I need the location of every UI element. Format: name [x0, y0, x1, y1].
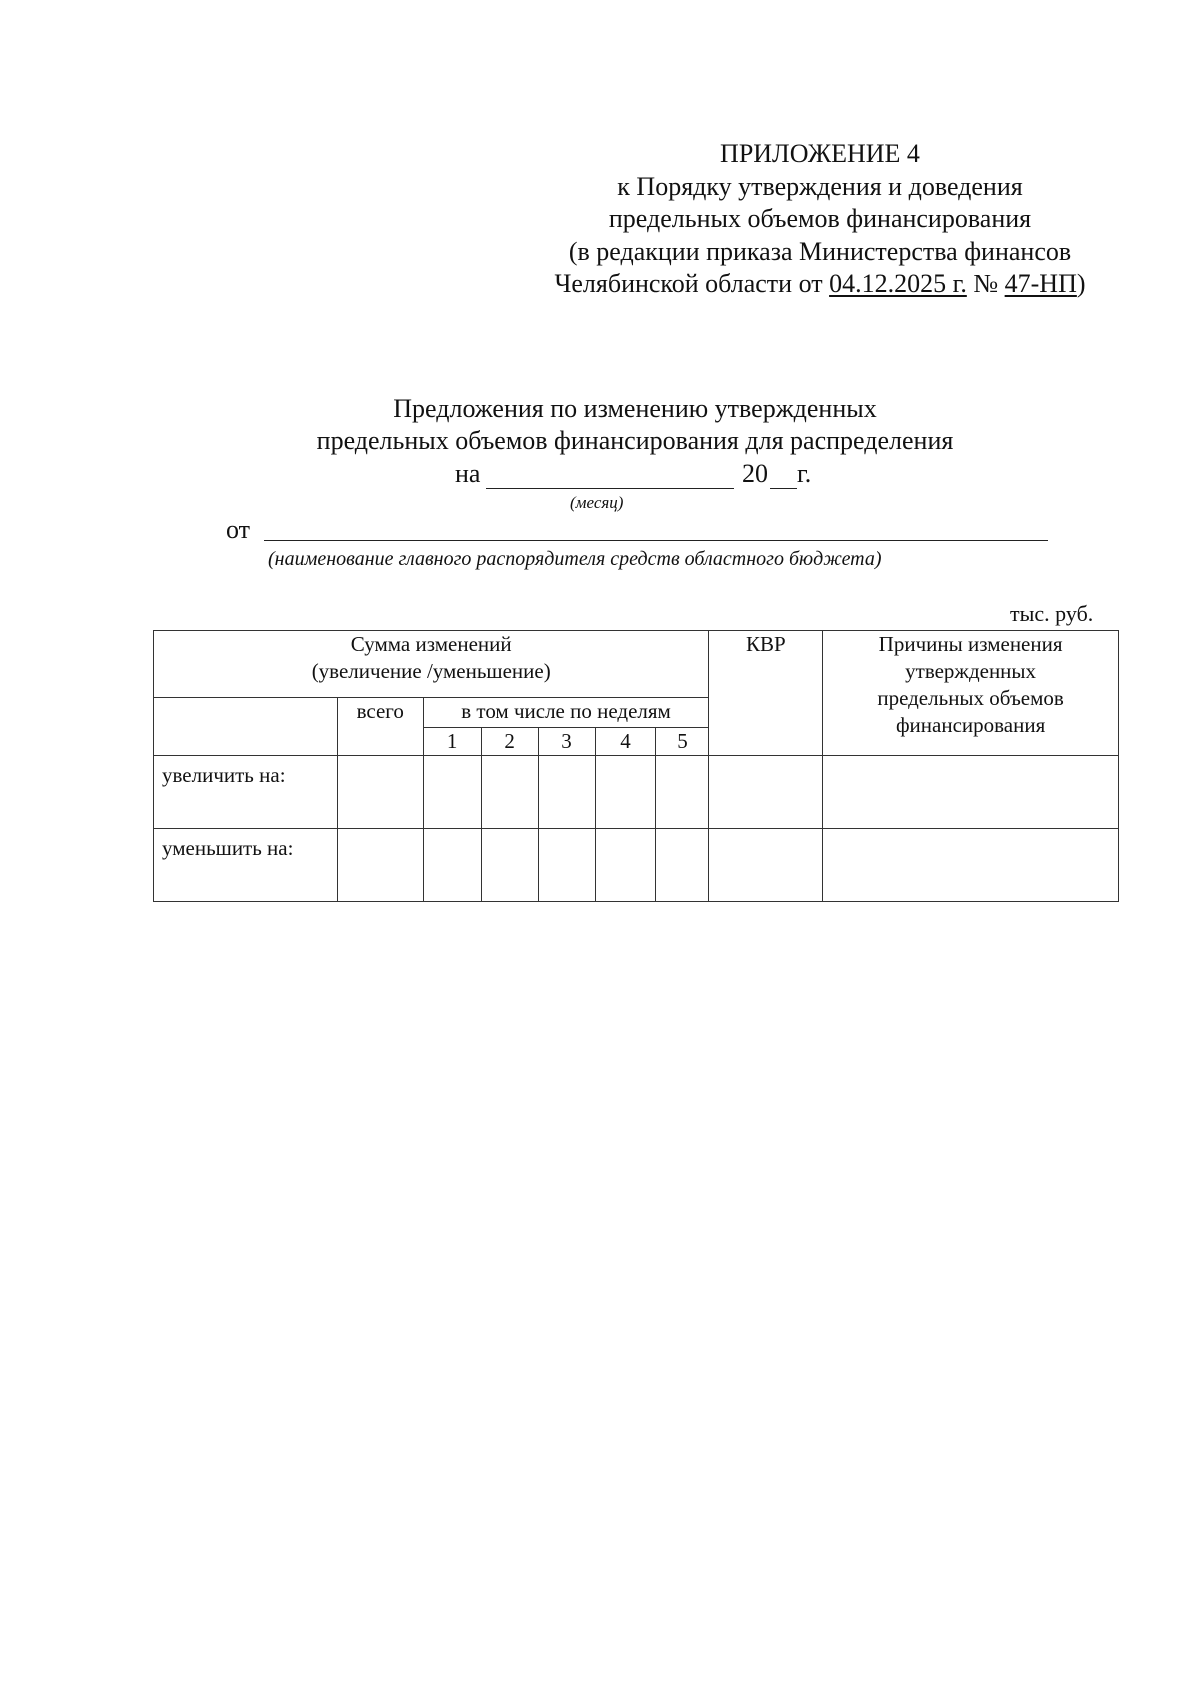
sum-changes-header-line-1: Сумма изменений [350, 632, 512, 656]
year-suffix: г. [797, 459, 812, 488]
unit-label: тыс. руб. [1010, 601, 1094, 626]
increase-week-1-cell[interactable] [423, 756, 481, 829]
empty-header-cell [154, 698, 338, 756]
appendix-line-5 [540, 268, 1100, 301]
decrease-week-2-cell[interactable] [481, 829, 538, 902]
decrease-reasons-cell[interactable] [823, 829, 1119, 902]
week-2-header: 2 [481, 728, 538, 756]
sum-changes-header [154, 631, 709, 698]
table-row [154, 756, 1119, 829]
row-label-increase: увеличить на: [154, 756, 338, 829]
increase-week-5-cell[interactable] [656, 756, 709, 829]
table-row [154, 829, 1119, 902]
year-prefix: 20 [742, 459, 768, 488]
reasons-header: Причины изменения утвержденных предельных объемов финансирования [823, 631, 1119, 756]
document-title-line-1: Предложения по изменению утвержденных [393, 394, 877, 423]
administrator-name-field[interactable] [264, 540, 1048, 541]
month-hint: (месяц) [570, 493, 624, 512]
weeks-header: в том числе по неделям [423, 698, 709, 728]
total-header: всего [337, 698, 423, 756]
document-title-line-2: предельных объемов финансирования для распределения [316, 426, 954, 455]
decrease-week-5-cell[interactable] [656, 829, 709, 902]
decrease-kvr-cell[interactable] [709, 829, 823, 902]
order-number: 47-НП [1004, 269, 1077, 298]
decrease-week-3-cell[interactable] [538, 829, 595, 902]
increase-week-2-cell[interactable] [481, 756, 538, 829]
administrator-hint: (наименование главного распорядителя средств областного бюджета) [268, 548, 882, 570]
week-4-header: 4 [595, 728, 656, 756]
sum-changes-header-line-2: (увеличение /уменьшение) [311, 659, 551, 683]
increase-week-4-cell[interactable] [595, 756, 656, 829]
week-1-header: 1 [423, 728, 481, 756]
appendix-line-3: предельных объемов финансирования [608, 204, 1032, 233]
header-row-1 [154, 631, 1119, 698]
week-5-header: 5 [656, 728, 709, 756]
appendix-line-2: к Порядку утверждения и доведения [617, 171, 1023, 201]
kvr-header: КВР [709, 631, 823, 756]
from-label: от [226, 515, 251, 544]
for-label: на [455, 459, 481, 488]
appendix-line-5-prefix: Челябинской области от [554, 269, 830, 298]
appendix-title: ПРИЛОЖЕНИЕ 4 [720, 139, 920, 168]
increase-reasons-cell[interactable] [823, 756, 1119, 829]
appendix-header [540, 138, 1100, 301]
document-title [250, 393, 1020, 457]
decrease-total-cell[interactable] [337, 829, 423, 902]
order-date: 04.12.2025 г. [829, 269, 967, 298]
week-3-header: 3 [538, 728, 595, 756]
appendix-line-5-suffix: ) [1076, 269, 1086, 298]
appendix-line-4: (в редакции приказа Министерства финансов [568, 236, 1072, 266]
year-field[interactable] [770, 488, 797, 489]
changes-table [153, 630, 1119, 902]
decrease-week-1-cell[interactable] [423, 829, 481, 902]
row-label-decrease: уменьшить на: [154, 829, 338, 902]
increase-kvr-cell[interactable] [709, 756, 823, 829]
decrease-week-4-cell[interactable] [595, 829, 656, 902]
month-field[interactable] [486, 488, 734, 489]
increase-total-cell[interactable] [337, 756, 423, 829]
increase-week-3-cell[interactable] [538, 756, 595, 829]
appendix-line-5-mid: № [966, 269, 1005, 298]
